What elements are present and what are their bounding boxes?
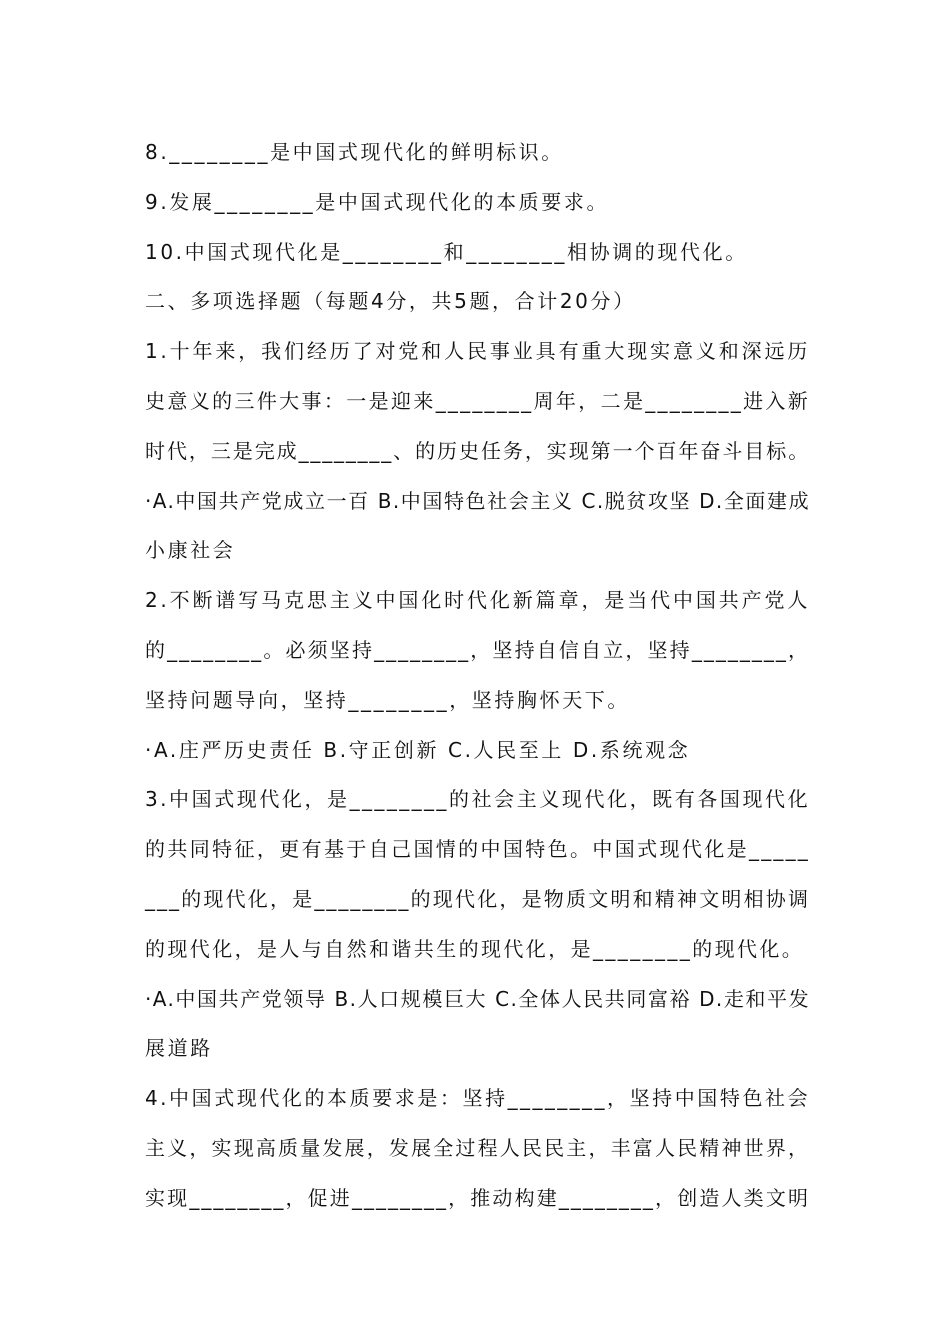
mc-question-3-line-3: ___的现代化，是________的现代化，是物质文明和精神文明相协调 [145,886,810,911]
mc-question-2-line-3: 坚持问题导向，坚持________，坚持胸怀天下。 [145,687,630,712]
mc-question-3-line-4: 的现代化，是人与自然和谐共生的现代化，是________的现代化。 [145,936,805,961]
mc-question-1-line-3: 时代，三是完成________、的历史任务，实现第一个百年奋斗目标。 [145,438,810,463]
document-body [145,128,810,1224]
mc-question-3-line-1: 3.中国式现代化，是________的社会主义现代化，既有各国现代化 [145,787,810,812]
mc-question-4-line-2: 主义，实现高质量发展，发展全过程人民民主，丰富人民精神世界， [145,1135,810,1160]
fill-blank-question-10: 10.中国式现代化是________和________相协调的现代化。 [145,239,748,264]
mc-question-4-line-1: 4.中国式现代化的本质要求是：坚持________，坚持中国特色社会 [145,1086,810,1111]
mc-question-3-line-2: 的共同特征，更有基于自己国情的中国特色。中国式现代化是_____ [145,837,810,862]
mc-question-1-line-2: 史意义的三件大事：一是迎来________周年，二是________进入新 [145,388,810,413]
section-heading-multiple-choice: 二、多项选择题（每题4分，共5题，合计20分） [145,289,636,314]
mc-question-2-line-1: 2.不断谱写马克思主义中国化时代化新篇章，是当代中国共产党人 [145,588,810,613]
mc-question-1-options: ·A.中国共产党成立一百 B.中国特色社会主义 C.脱贫攻坚 D.全面建成 [145,488,810,513]
fill-blank-question-9: 9.发展________是中国式现代化的本质要求。 [145,189,610,214]
mc-question-1-line-1: 1.十年来，我们经历了对党和人民事业具有重大现实意义和深远历 [145,339,810,364]
mc-question-1-options-cont: 小康社会 [145,538,236,563]
mc-question-2-line-2: 的________。必须坚持________，坚持自信自立，坚持________， [145,637,810,662]
mc-question-2-options: ·A.庄严历史责任 B.守正创新 C.人民至上 D.系统观念 [145,737,691,762]
mc-question-4-line-3: 实现________，促进________，推动构建________，创造人类文明 [145,1185,810,1210]
mc-question-3-options: ·A.中国共产党领导 B.人口规模巨大 C.全体人民共同富裕 D.走和平发 [145,986,810,1011]
fill-blank-question-8: 8.________是中国式现代化的鲜明标识。 [145,140,564,164]
mc-question-3-options-cont: 展道路 [145,1036,213,1061]
